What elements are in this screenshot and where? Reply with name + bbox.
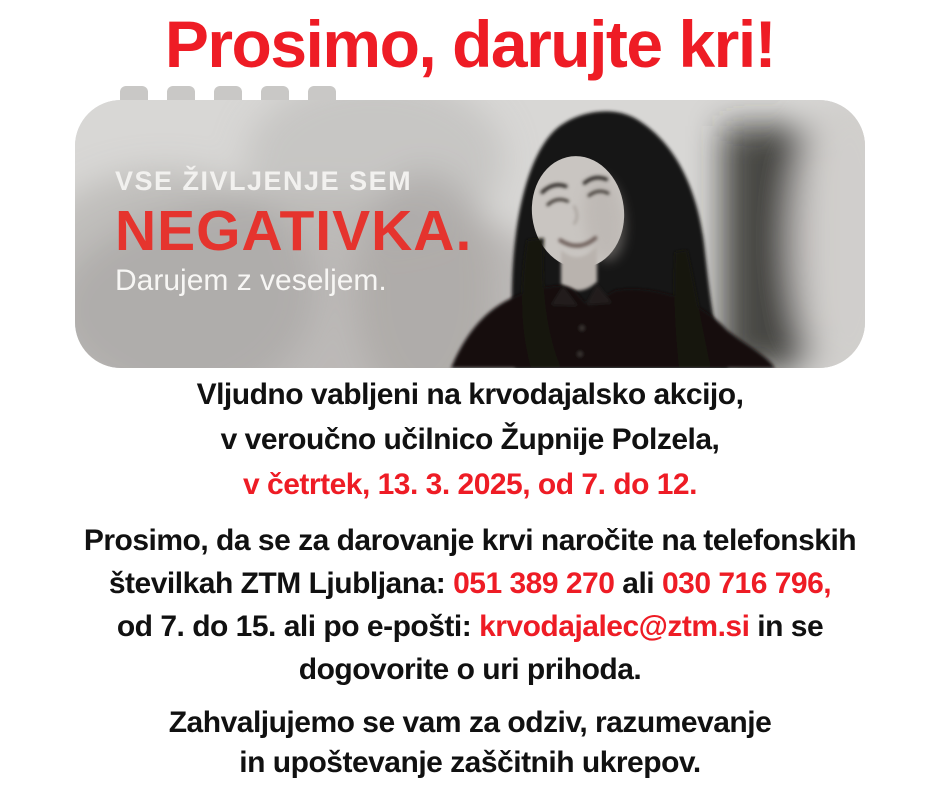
thanks-line: Zahvaljujemo se vam za odziv, razumevanje [168, 706, 772, 739]
invitation-line: v veroučno učilnico Župnije Polzela, [220, 423, 720, 456]
email-address: krvodajalec@ztm.si [479, 610, 750, 643]
phone-number-2: 030 716 796, [661, 567, 832, 600]
page-title: Prosimo, darujte kri! [164, 7, 776, 81]
thanks-line: in upoštevanje zaščitnih ukrepov. [239, 746, 701, 779]
phone-number-1: 051 389 270 [453, 567, 615, 600]
booking-line [0, 562, 940, 605]
invitation-line: Vljudno vabljeni na krvodajalsko akcijo, [196, 378, 744, 411]
booking-text: ali [614, 567, 662, 600]
booking-text: in se [749, 610, 824, 643]
campaign-banner [75, 100, 865, 368]
banner-photo [75, 100, 865, 368]
event-date-line: v četrtek, 13. 3. 2025, od 7. do 12. [243, 468, 697, 501]
booking-paragraph [0, 519, 940, 691]
booking-line [0, 648, 940, 691]
booking-line [0, 605, 940, 648]
booking-text: dogovorite o uri prihoda. [298, 653, 642, 686]
banner-caption-line1: VSE ŽIVLJENJE SEM [115, 166, 413, 196]
thanks-paragraph [0, 703, 940, 783]
banner-caption-line2: NEGATIVKA. [115, 199, 473, 263]
invitation-paragraph [0, 372, 940, 507]
booking-text: Prosimo, da se za darovanje krvi naročite na telefonskih [83, 524, 857, 557]
banner-caption [115, 166, 472, 298]
banner-caption-line3: Darujem z veseljem. [115, 264, 387, 298]
booking-text: številkah ZTM Ljubljana: [108, 567, 454, 600]
booking-line [0, 519, 940, 562]
booking-text: od 7. do 15. ali po e-pošti: [116, 610, 480, 643]
